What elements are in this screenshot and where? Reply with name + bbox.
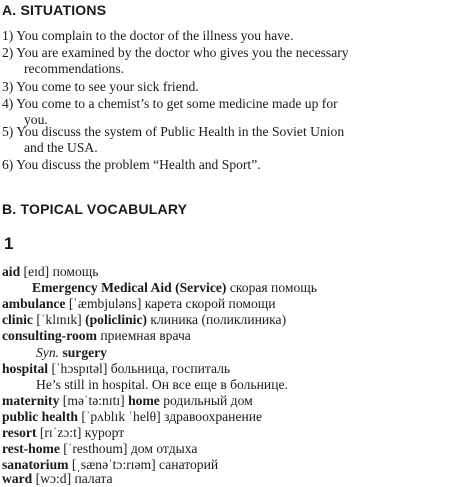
vocab-definition: [ˈhɔspɪtəl] больница, госпиталь <box>48 361 231 376</box>
situation-number: 6) <box>2 157 14 172</box>
vocab-definition: [ˈresthoum] дом отдыха <box>59 441 198 456</box>
vocab-entry <box>2 328 191 344</box>
vocab-term: maternity <box>2 393 60 408</box>
vocab-definition: [rɪˈzɔ:t] курорт <box>36 425 125 440</box>
situation-text: You complain to the doctor of the illness you have. <box>16 28 294 43</box>
vocab-entry <box>2 393 253 409</box>
vocab-term: home <box>128 393 160 408</box>
situation-text-continued: you. <box>24 112 48 127</box>
vocab-term: (policlinic) <box>85 312 148 327</box>
vocab-entry <box>2 264 98 280</box>
situation-text: You discuss the problem “Health and Sport”. <box>16 157 261 172</box>
vocab-entry <box>2 471 113 487</box>
situation-text: You are examined by the doctor who gives you the necessary <box>16 45 349 60</box>
situation-text: You discuss the system of Public Health in the Soviet Union <box>16 124 345 139</box>
vocab-term: consulting-room <box>2 328 97 343</box>
vocab-definition: [ˌsænəˈtɔ:rɪəm] санаторий <box>68 457 219 472</box>
vocab-definition: [ˈæmbjuləns] карета скорой помощи <box>65 296 276 311</box>
vocab-entry <box>32 280 317 296</box>
vocab-entry <box>2 312 286 328</box>
vocab-definition: [wɔ:d] палата <box>32 471 113 486</box>
vocab-entry <box>2 409 262 425</box>
situation-text-continued: recommendations. <box>24 61 125 76</box>
vocab-term: ward <box>2 471 33 486</box>
vocab-transcription: [məˈtə:nɪtɪ] <box>59 393 129 408</box>
vocab-entry <box>2 441 197 457</box>
vocab-term: Emergency Medical Aid (Service) <box>32 280 227 295</box>
vocab-term: resort <box>2 425 37 440</box>
vocab-synonym <box>36 345 107 361</box>
vocab-definition: [eɪd] помощь <box>20 264 99 279</box>
vocabulary-group-number: 1 <box>4 234 14 253</box>
vocab-term: clinic <box>2 312 33 327</box>
situation-text: You come to a chemist’s to get some medicine made up for <box>16 96 338 111</box>
vocab-example: He’s still in hospital. Он все еще в больнице. <box>36 377 288 392</box>
vocab-definition: родильный дом <box>159 393 253 408</box>
section-b-title: B. TOPICAL VOCABULARY <box>2 201 188 217</box>
vocab-definition: приемная врача <box>96 328 191 343</box>
vocab-definition: скорая помощь <box>226 280 317 295</box>
situation-item <box>2 157 472 173</box>
vocab-definition: [ˈpʌblɪk ˈhelθ] здравоохранение <box>77 409 263 424</box>
vocab-term: aid <box>2 264 21 279</box>
situation-item <box>2 79 472 95</box>
vocab-term: hospital <box>2 361 49 376</box>
vocab-term: public health <box>2 409 78 424</box>
situation-number: 3) <box>2 79 14 94</box>
situation-number: 4) <box>2 96 14 111</box>
situation-item <box>2 45 472 77</box>
vocab-transcription: [ˈklɪnɪk] <box>32 312 86 327</box>
section-a-title: A. SITUATIONS <box>2 2 107 18</box>
vocab-term: rest-home <box>2 441 60 456</box>
situation-number: 5) <box>2 124 14 139</box>
vocab-term: sanatorium <box>2 457 69 472</box>
situation-item <box>2 28 472 44</box>
vocab-definition: клиника (поликлиника) <box>147 312 287 327</box>
vocab-entry <box>2 425 124 441</box>
situation-text: You come to see your sick friend. <box>16 79 199 94</box>
synonym-label: Syn. <box>36 345 60 360</box>
situation-item <box>2 124 472 156</box>
situation-text-continued: and the USA. <box>24 140 98 155</box>
vocab-entry <box>2 361 230 377</box>
situation-number: 2) <box>2 45 14 60</box>
vocab-entry <box>2 296 276 312</box>
vocab-term: ambulance <box>2 296 66 311</box>
situation-number: 1) <box>2 28 14 43</box>
vocab-term: surgery <box>62 345 107 360</box>
